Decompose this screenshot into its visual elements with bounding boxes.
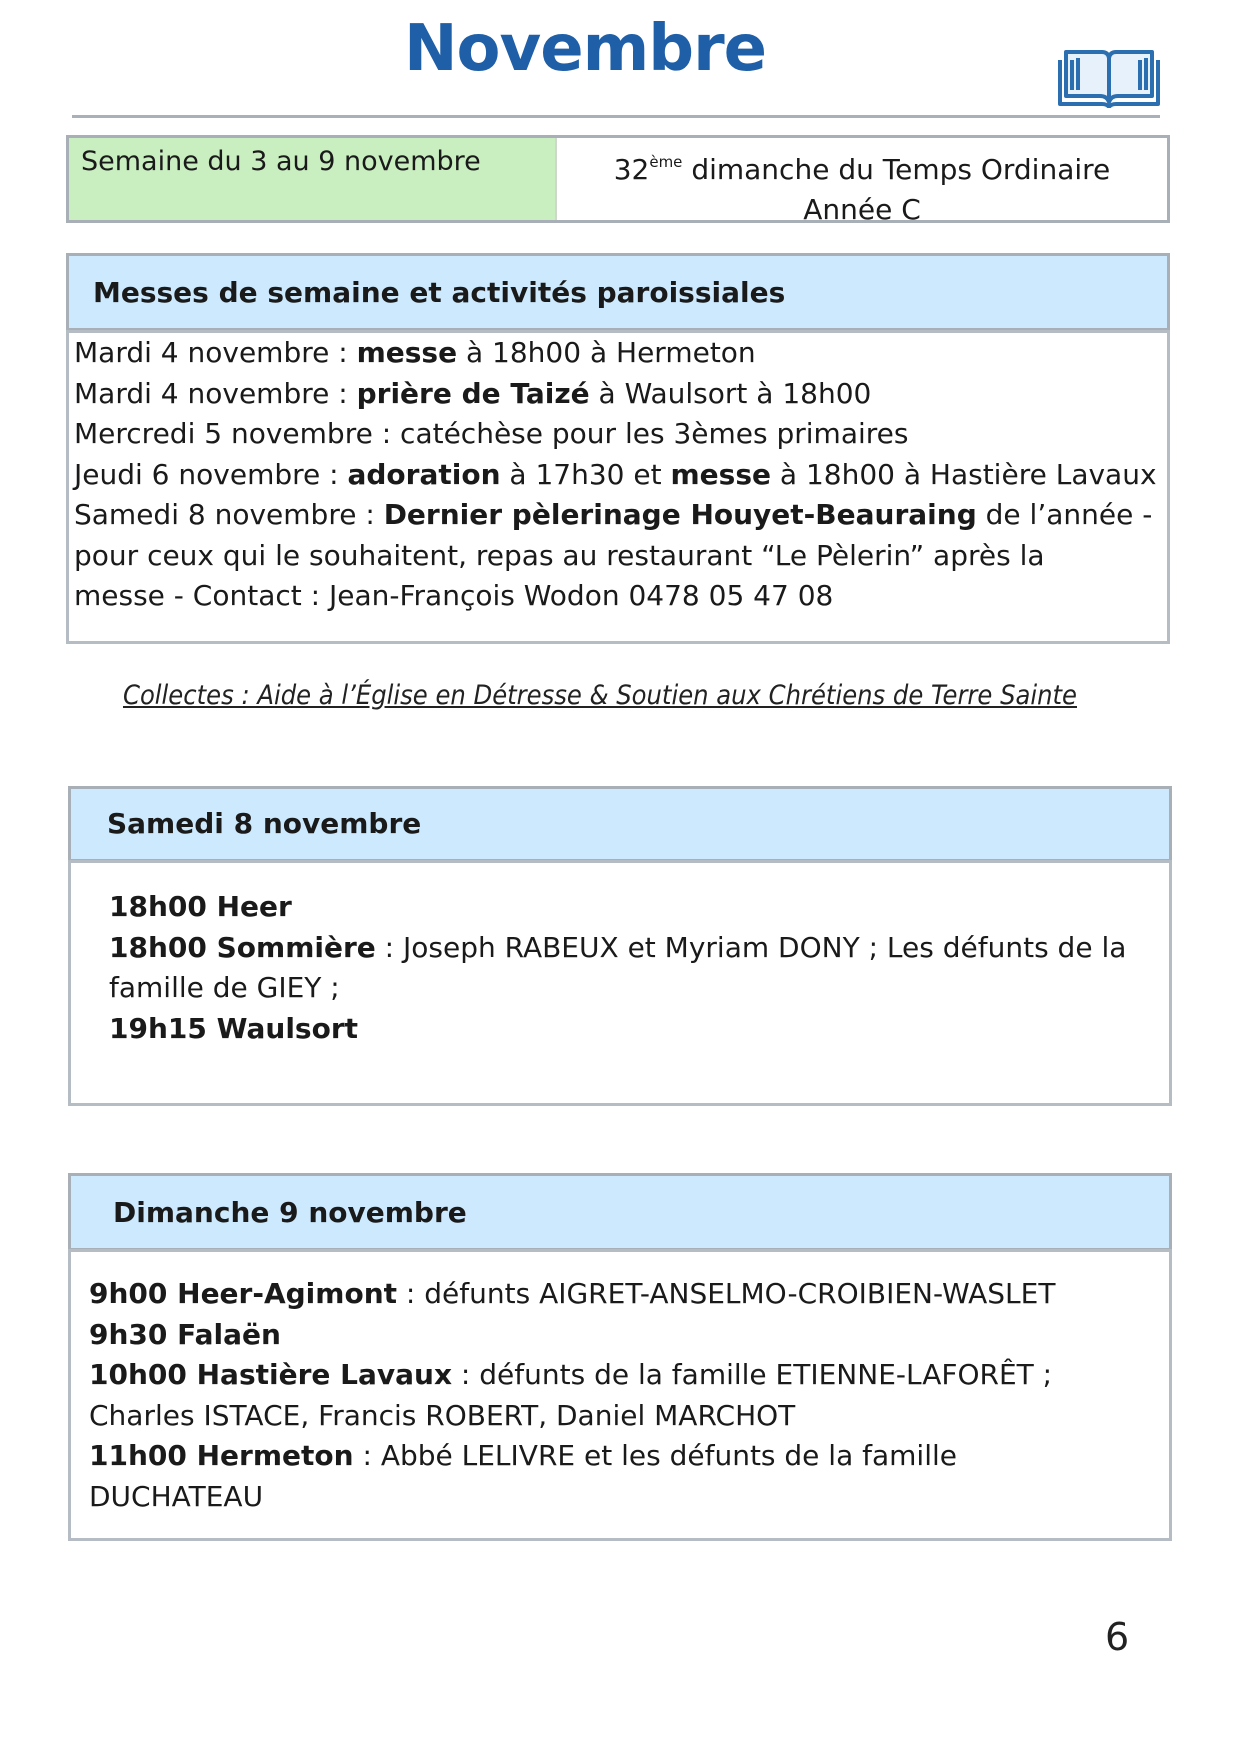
- bold-text: 9h00 Heer-Agimont: [89, 1277, 398, 1310]
- text-line: [74, 495, 1167, 536]
- bold-text: 18h00 Sommière: [109, 930, 376, 964]
- line-text: messe - Contact : Jean-François Wodon 0478 05 47 08: [74, 579, 834, 612]
- collecte-note: Collectes : Aide à l’Église en Détresse & Soutien aux Chrétiens de Terre Sainte: [122, 680, 1077, 711]
- line-text: à 18h00 à Hermeton: [457, 336, 756, 369]
- liturgical-sunday: [557, 138, 1167, 226]
- text-line: [89, 1355, 1169, 1396]
- saturday-heading-text: Samedi 8 novembre: [107, 807, 422, 840]
- week-range: Semaine du 3 au 9 novembre: [69, 138, 557, 220]
- line-text: à 17h30 et: [500, 457, 671, 491]
- bold-text: messe: [670, 457, 771, 491]
- text-line: [74, 374, 1167, 415]
- bold-text: 9h30 Falaën: [89, 1317, 281, 1351]
- liturgical-year: Année C: [803, 193, 921, 226]
- sunday-heading-text: Dimanche 9 novembre: [113, 1196, 467, 1229]
- line-text: à 18h00 à Hastière Lavaux: [770, 457, 1157, 491]
- sunday-suffix: ème: [649, 153, 683, 171]
- text-line: [74, 455, 1167, 496]
- bold-text: messe: [356, 336, 458, 369]
- line-text: Mercredi 5 novembre : catéchèse pour les 3èmes primaires: [74, 417, 909, 450]
- line-text: famille de GIEY ;: [109, 971, 340, 1004]
- line-text: Charles ISTACE, Francis ROBERT, Daniel MARCHOT: [89, 1398, 796, 1432]
- sunday-masses-box: [68, 1249, 1172, 1541]
- text-line: [89, 1396, 1169, 1437]
- line-text: pour ceux qui le souhaitent, repas au restaurant “Le Pèlerin” après la: [74, 538, 1045, 572]
- bold-text: adoration: [347, 457, 501, 491]
- text-line: [89, 1477, 1169, 1518]
- open-book-icon: [1058, 46, 1160, 108]
- saturday-masses-box: [68, 860, 1172, 1106]
- text-line: [89, 1274, 1169, 1315]
- text-line: [109, 887, 1169, 928]
- page-title: Novembre: [403, 12, 767, 86]
- text-line: [74, 333, 1167, 374]
- bold-text: Dernier pèlerinage Houyet-Beauraing: [383, 498, 977, 531]
- weekday-activities-box: [66, 330, 1170, 644]
- line-text: Jeudi 6 novembre :: [74, 457, 348, 491]
- bold-text: 18h00 Heer: [109, 890, 292, 923]
- saturday-heading: [68, 786, 1172, 862]
- weekday-section-heading: [66, 253, 1170, 331]
- sunday-label: dimanche du Temps Ordinaire: [682, 153, 1111, 186]
- bold-text: prière de Taizé: [356, 376, 590, 410]
- line-text: Samedi 8 novembre :: [74, 498, 384, 531]
- text-line: [109, 1009, 1169, 1050]
- line-text: à Waulsort à 18h00: [589, 376, 872, 410]
- line-text: : Abbé LELIVRE et les défunts de la famille: [353, 1439, 957, 1472]
- text-line: [74, 536, 1167, 577]
- text-line: [74, 414, 1167, 455]
- bold-text: 11h00 Hermeton: [89, 1439, 354, 1472]
- line-text: Mardi 4 novembre :: [74, 336, 357, 369]
- bold-text: 10h00 Hastière Lavaux: [89, 1358, 453, 1391]
- title-divider: [72, 115, 1160, 118]
- text-line: [109, 968, 1169, 1009]
- line-text: : défunts AIGRET-ANSELMO-CROIBIEN-WASLET: [397, 1277, 1056, 1310]
- line-text: : défunts de la famille ETIENNE-LAFORÊT ;: [452, 1358, 1053, 1391]
- week-info-table: [66, 135, 1170, 226]
- text-line: [74, 576, 1167, 617]
- line-text: DUCHATEAU: [89, 1479, 264, 1513]
- liturgical-sunday-title: [557, 142, 1167, 190]
- line-text: : Joseph RABEUX et Myriam DONY ; Les défunts de la: [375, 930, 1127, 964]
- text-line: [89, 1315, 1169, 1356]
- bold-text: 19h15 Waulsort: [109, 1011, 359, 1045]
- text-line: [109, 928, 1169, 969]
- page-number: 6: [1105, 1615, 1130, 1659]
- line-text: de l’année -: [976, 498, 1153, 531]
- text-line: [89, 1436, 1169, 1477]
- sunday-number: 32: [613, 153, 650, 186]
- weekday-heading-text: Messes de semaine et activités paroissiales: [93, 276, 786, 309]
- line-text: Mardi 4 novembre :: [74, 376, 357, 410]
- sunday-heading: [68, 1173, 1172, 1251]
